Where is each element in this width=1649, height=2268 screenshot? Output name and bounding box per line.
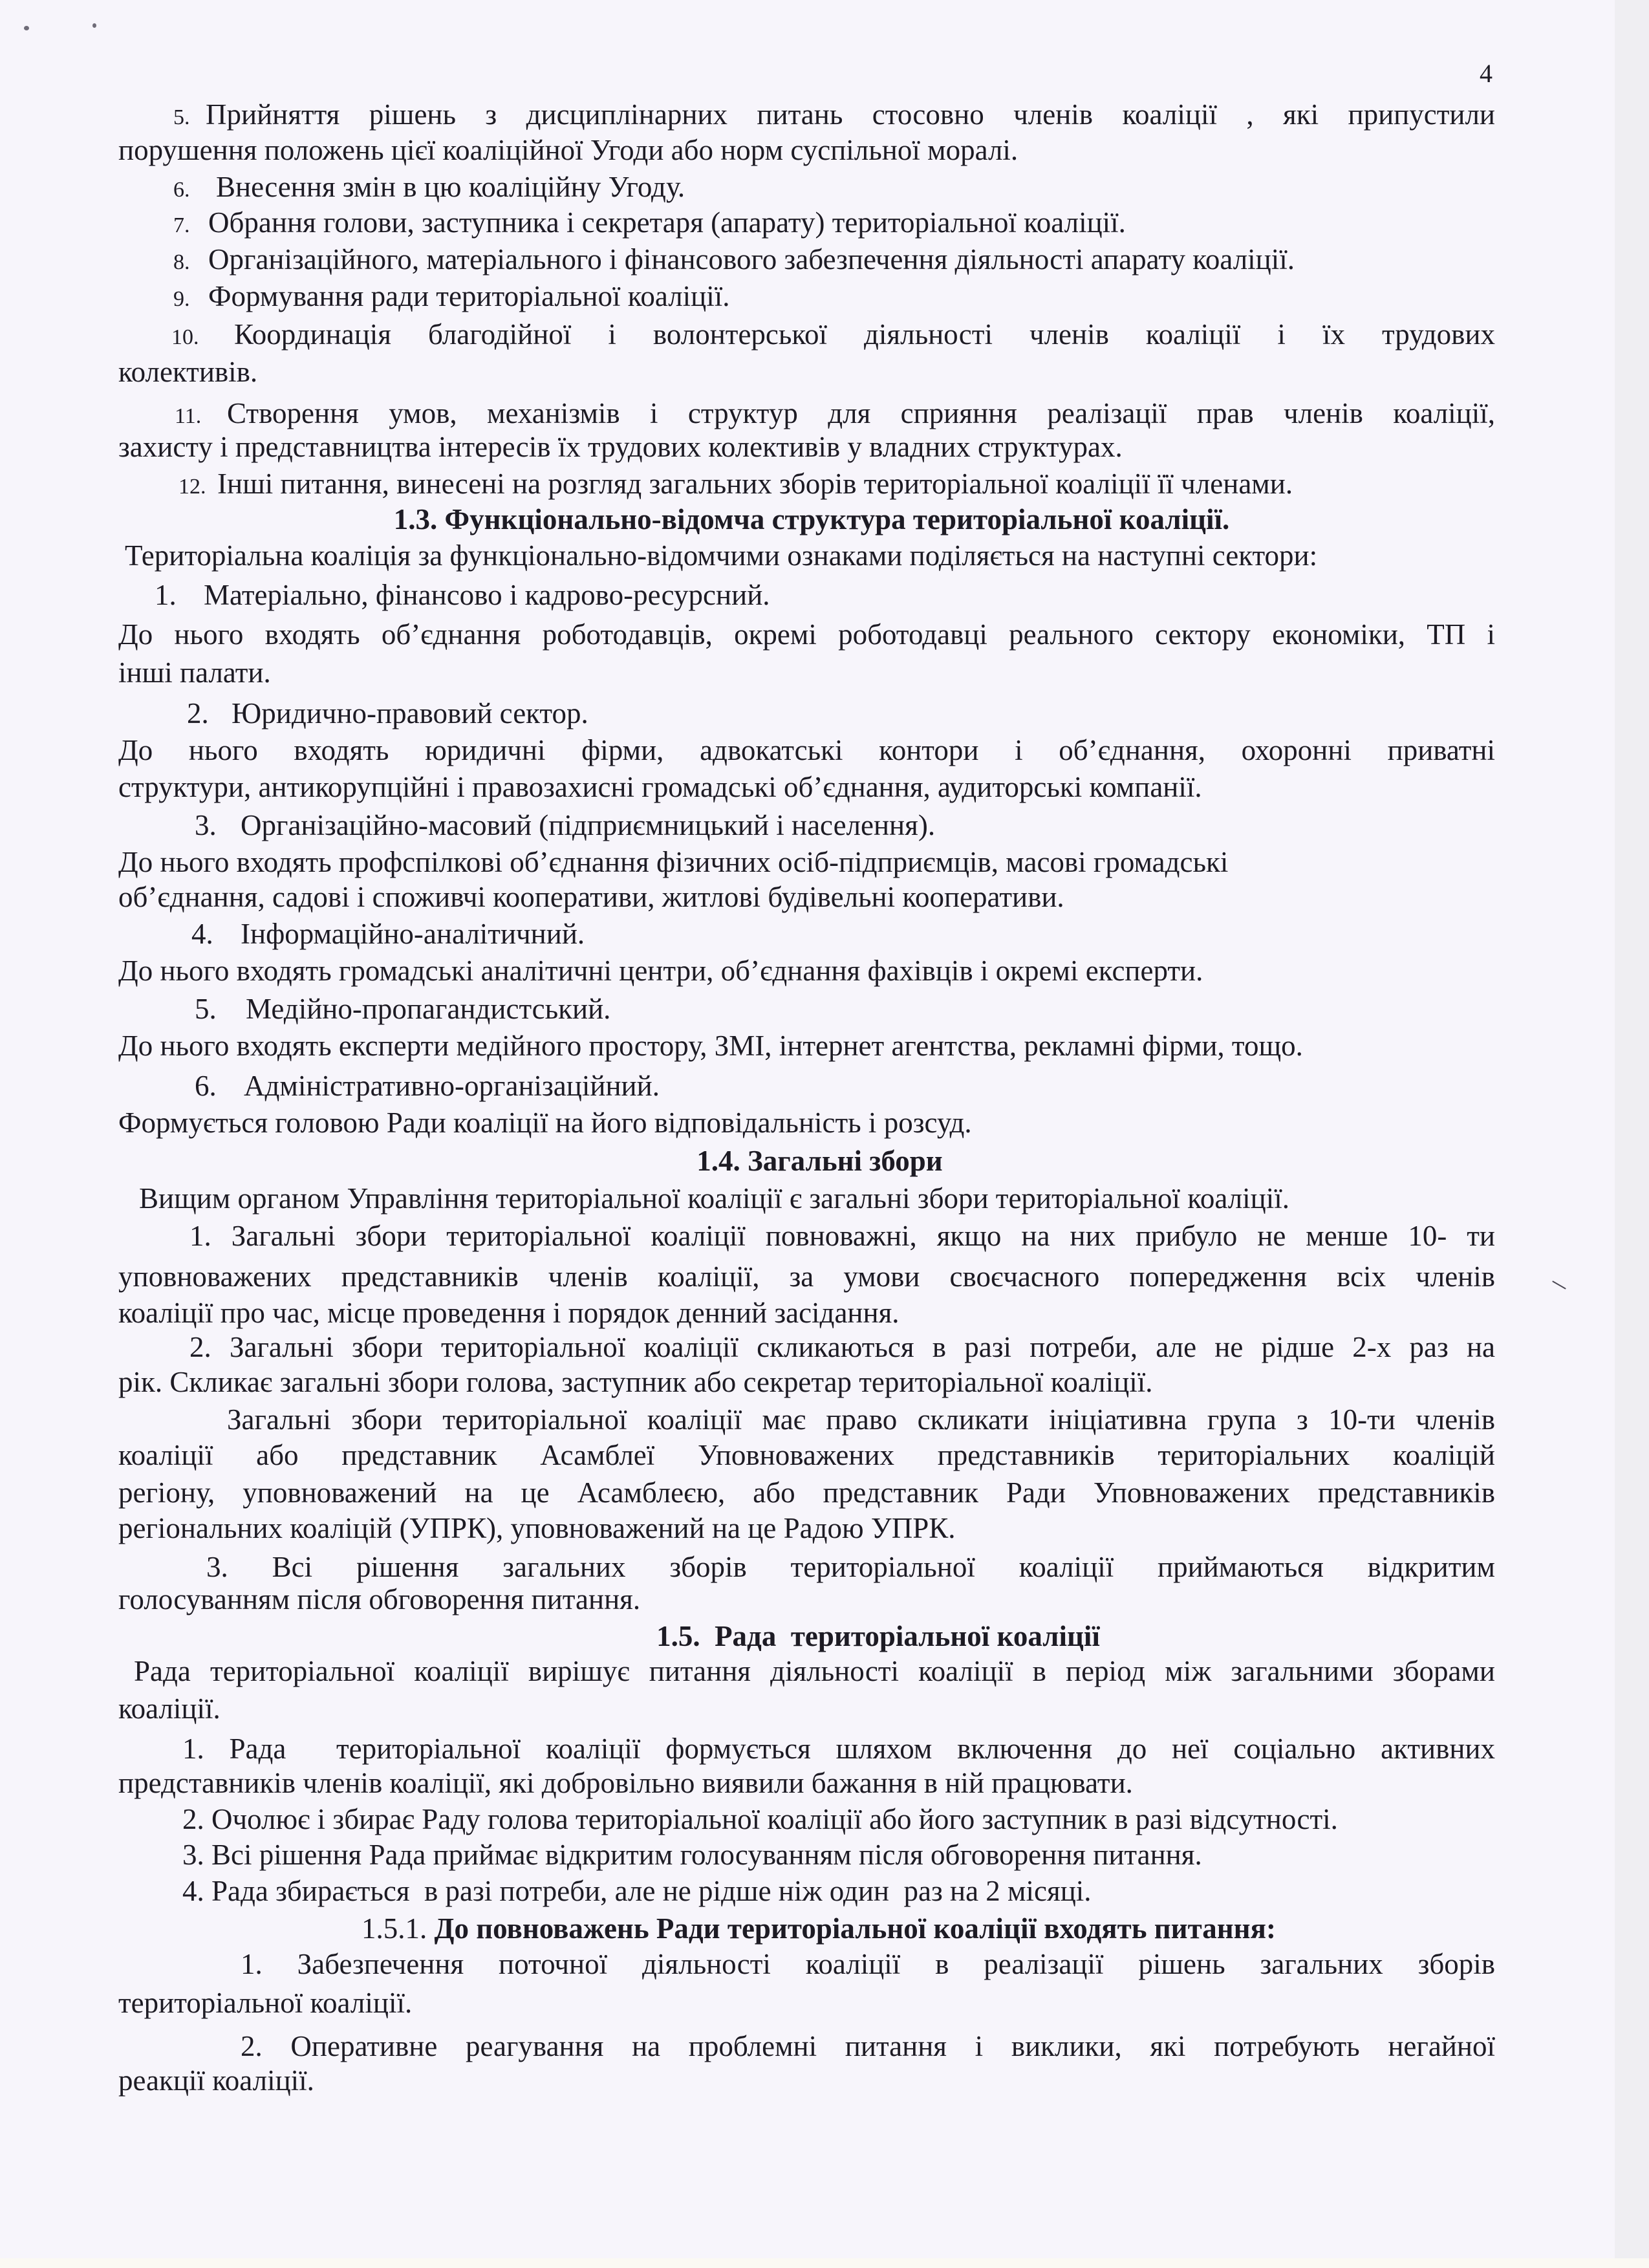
page-number: 4 [1480, 59, 1493, 88]
list-item [175, 399, 1495, 431]
section-intro: Рада територіальної коаліції вирішує питання діяльності коаліції в період між загальними зборами [134, 1655, 1495, 1687]
section-intro: Територіальна коаліція за функціонально-відомчими ознаками поділяється на наступні сектори: [125, 539, 1318, 572]
list-number: 9. [173, 287, 190, 311]
sector-number: 2. [187, 697, 209, 729]
paragraph-line: представників членів коаліції, які добровільно виявили бажання в ній працювати. [118, 1767, 1133, 1799]
paragraph-line: 1. Загальні збори територіальної коаліції повноважні, якщо на них прибуло не менше 10- ти [189, 1220, 1495, 1252]
section-heading: 1.3. Функціонально-відомча структура територіальної коаліції. [393, 503, 1230, 535]
section-heading: 1.4. Загальні збори [696, 1145, 943, 1177]
paragraph-line: територіальної коаліції. [118, 1987, 413, 2019]
scan-margin-right [1615, 0, 1649, 2268]
list-number: 12. [178, 475, 206, 499]
list-number: 8. [173, 250, 190, 274]
list-item-continuation: колективів. [118, 356, 258, 388]
sector-number: 1. [155, 579, 177, 611]
paragraph-line: 3. Всі рішення загальних зборів територіальної коаліції приймаються відкритим [206, 1551, 1495, 1583]
scan-speck [92, 23, 96, 28]
paragraph-line: 2. Оперативне реагування на проблемні питання і виклики, які потребують негайної [241, 2030, 1495, 2062]
subsection-number: 1.5.1. [361, 1912, 427, 1945]
section-heading: 1.5. Рада територіальної коаліції [656, 1620, 1100, 1652]
list-text: Формування ради територіальної коаліції. [208, 280, 730, 312]
scan-speck [24, 26, 29, 30]
paragraph-line: регіону, уповноважений на це Асамблеєю, або представник Ради Уповноважених представників [118, 1476, 1495, 1509]
sector-title [155, 581, 770, 610]
list-item [173, 208, 1126, 240]
list-text: Обрання голови, заступника і секретаря (апарату) територіальної коаліції. [208, 206, 1126, 239]
sector-description: інші палати. [118, 656, 271, 689]
sector-title [195, 811, 935, 840]
list-item [173, 282, 730, 314]
sector-title-text: Матеріально, фінансово і кадрово-ресурсний. [204, 579, 770, 611]
list-item [173, 100, 1495, 132]
sector-description: До нього входять юридичні фірми, адвокатські контори і об’єднання, охоронні приватні [118, 734, 1495, 766]
list-number: 7. [173, 213, 190, 237]
list-item [171, 320, 1495, 352]
paragraph-line: 1. Рада територіальної коаліції формується шляхом включення до неї соціально активних [182, 1733, 1495, 1765]
sector-description: Формується головою Ради коаліції на його відповідальність і розсуд. [118, 1107, 972, 1139]
sector-title-text: Інформаційно-аналітичний. [241, 918, 585, 950]
list-text: Прийняття рішень з дисциплінарних питань стосовно членів коаліції , які припустили [206, 98, 1495, 131]
list-text: Організаційного, матеріального і фінансового забезпечення діяльності апарату коаліції. [208, 243, 1295, 275]
list-number: 11. [175, 404, 202, 428]
paragraph-line: уповноважених представників членів коаліції, за умови своєчасного попередження всіх членів [118, 1260, 1495, 1293]
paragraph-line: коаліції або представник Асамблеї Уповноважених представників територіальних коаліцій [118, 1439, 1495, 1471]
list-item [173, 173, 685, 204]
sector-number: 3. [195, 809, 217, 841]
paragraph-line: 3. Всі рішення Рада приймає відкритим голосуванням після обговорення питання. [182, 1839, 1202, 1871]
sector-description: об’єднання, садові і споживчі кооперативи, житлові будівельні кооперативи. [118, 881, 1064, 913]
sector-title-text: Адміністративно-організаційний. [244, 1070, 660, 1102]
sector-description: До нього входять профспілкові об’єднання фізичних осіб-підприємців, масові громадські [118, 846, 1229, 878]
list-text: Створення умов, механізмів і структур для сприяння реалізації прав членів коаліції, [227, 397, 1495, 429]
sector-number: 4. [191, 918, 213, 950]
list-text: Координація благодійної і волонтерської діяльності членів коаліції і їх трудових [234, 318, 1495, 351]
sector-title [195, 995, 610, 1024]
section-intro: Вищим органом Управління територіальної коаліції є загальні збори територіальної коаліції. [139, 1182, 1290, 1215]
sector-title [187, 699, 588, 728]
paragraph-line: голосуванням після обговорення питання. [118, 1583, 641, 1615]
paragraph-line: 2. Загальні збори територіальної коаліції скликаються в разі потреби, але не рідше 2-х раз на [189, 1331, 1495, 1363]
paragraph-line: Загальні збори територіальної коаліції має право скликати ініціативна група з 10-ти членів [227, 1403, 1495, 1436]
sector-number: 5. [195, 993, 217, 1025]
paragraph-line: реакції коаліції. [118, 2064, 314, 2097]
list-text: Інші питання, винесені на розгляд загальних зборів територіальної коаліції її членами. [217, 468, 1293, 500]
sector-description: До нього входять громадські аналітичні центри, об’єднання фахівців і окремі експерти. [118, 955, 1203, 987]
sector-title-text: Організаційно-масовий (підприємницький і населення). [241, 809, 936, 841]
paragraph-line: 2. Очолює і збирає Раду голова територіальної коаліції або його заступник в разі відсутності. [182, 1803, 1338, 1835]
subsection-title: До повноважень Ради територіальної коаліції входять питання: [434, 1912, 1276, 1945]
sector-description: структури, антикорупційні і правозахисні громадські об’єднання, аудиторські компанії. [118, 771, 1202, 803]
sector-title [195, 1072, 660, 1101]
section-intro: коаліції. [118, 1692, 221, 1725]
paragraph-line: 4. Рада збирається в разі потреби, але не рідше ніж один раз на 2 місяці. [182, 1875, 1092, 1907]
subsection-heading [361, 1914, 1276, 1943]
sector-title-text: Юридично-правовий сектор. [232, 697, 588, 729]
list-number: 10. [171, 325, 199, 349]
list-number: 6. [173, 178, 190, 202]
paragraph-line: рік. Скликає загальні збори голова, заступник або секретар територіальної коаліції. [118, 1366, 1153, 1398]
list-item-continuation: захисту і представництва інтересів їх трудових колективів у владних структурах. [118, 431, 1123, 463]
paragraph-line: 1. Забезпечення поточної діяльності коаліції в реалізації рішень загальних зборів [241, 1948, 1495, 1980]
sector-description: До нього входять об’єднання роботодавців, окремі роботодавці реального сектору економіки, ТП і [118, 618, 1495, 651]
list-item-continuation: порушення положень цієї коаліційної Угоди або норм суспільної моралі. [118, 134, 1018, 166]
sector-title-text: Медійно-пропагандистський. [246, 993, 611, 1025]
list-number: 5. [173, 105, 190, 129]
scan-margin-bottom [0, 2258, 1649, 2268]
list-item [173, 245, 1295, 277]
sector-description: До нього входять експерти медійного простору, ЗМІ, інтернет агентства, рекламні фірми, тощо. [118, 1030, 1303, 1062]
list-item [178, 470, 1293, 501]
list-text: Внесення змін в цю коаліційну Угоду. [216, 171, 685, 203]
sector-number: 6. [195, 1070, 217, 1102]
paragraph-line: коаліції про час, місце проведення і порядок денний засідання. [118, 1297, 900, 1329]
sector-title [191, 920, 585, 949]
paragraph-line: регіональних коаліцій (УПРК), уповноважений на це Радою УПРК. [118, 1512, 956, 1544]
scan-mark [1552, 1280, 1566, 1290]
